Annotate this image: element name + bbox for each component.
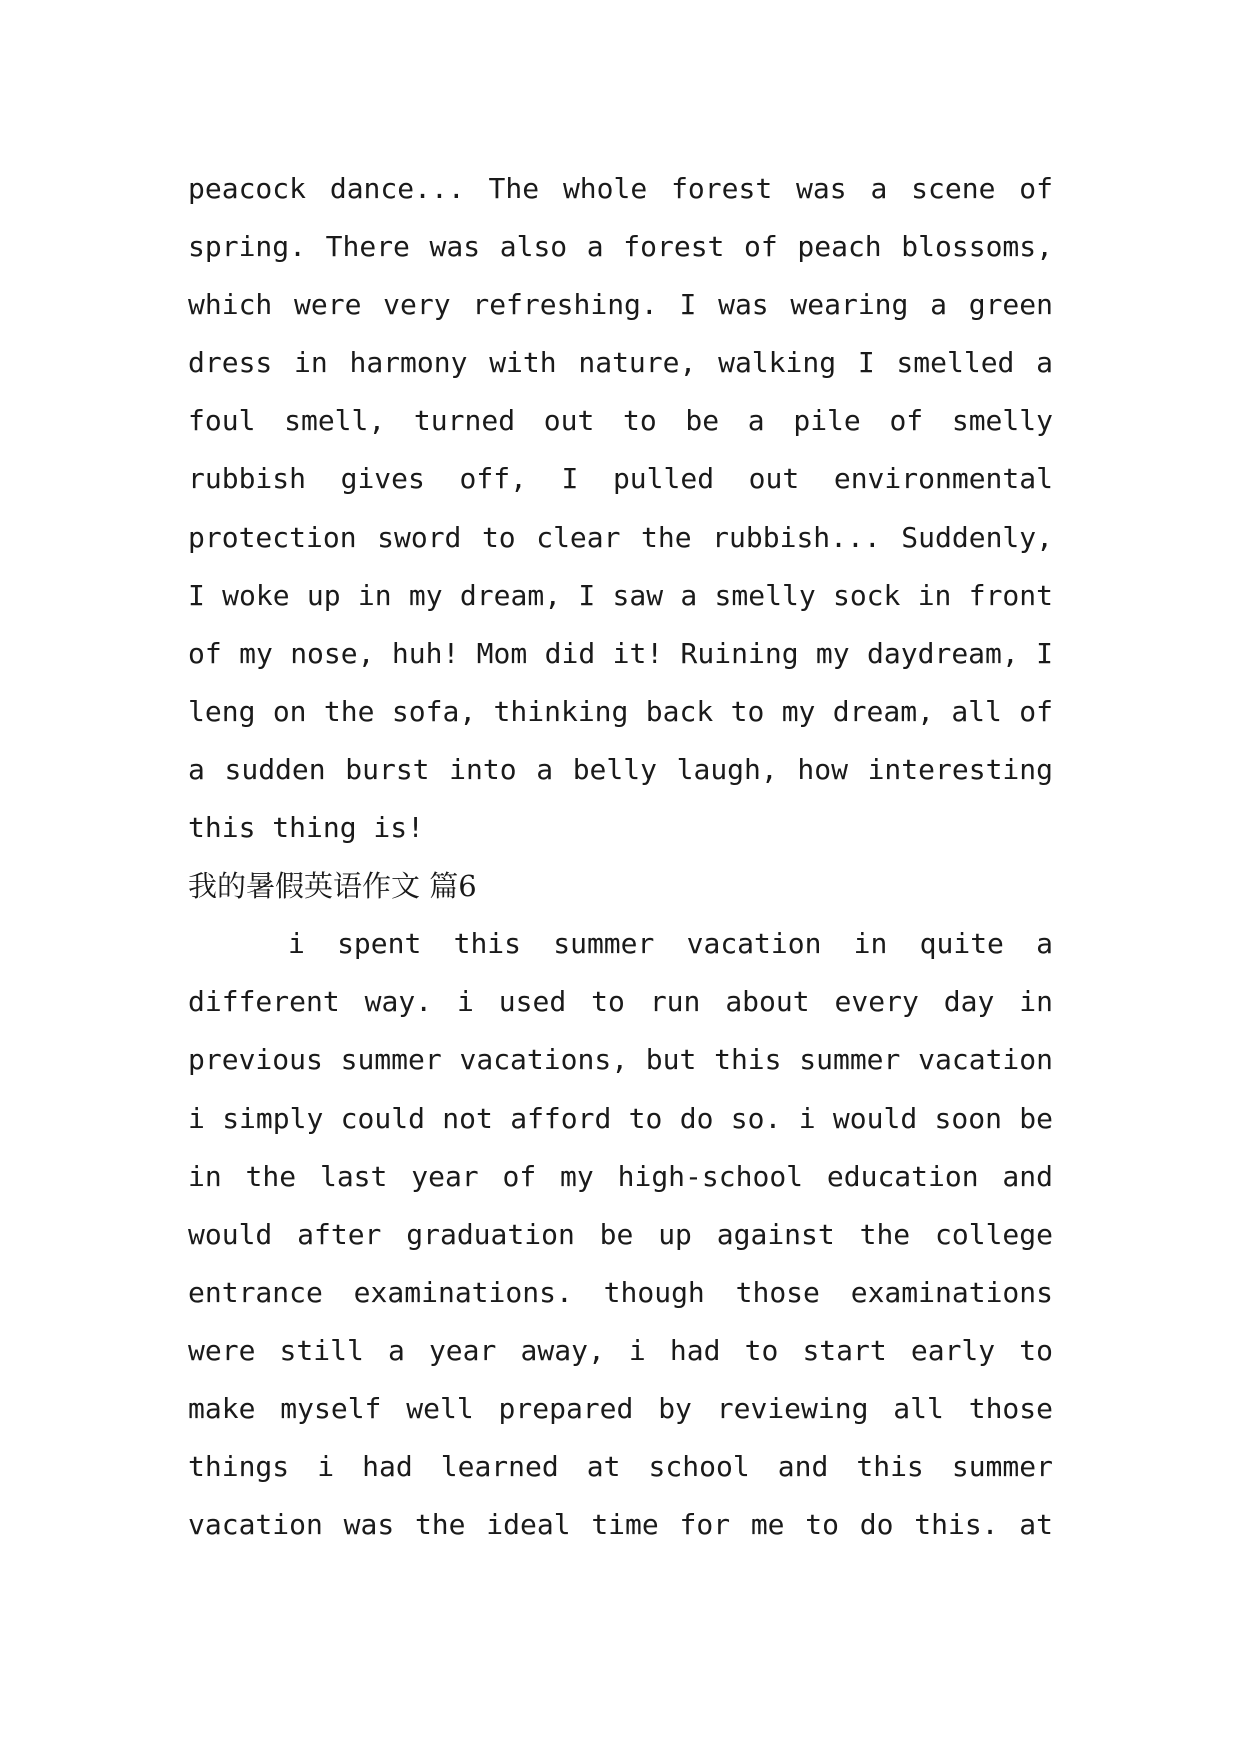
paragraph-2-line: in the last year of my high-school education and [188, 1159, 1053, 1193]
paragraph-1-line: leng on the sofa, thinking back to my dream, all of [188, 694, 1053, 728]
paragraph-2-line: were still a year away, i had to start early to [188, 1333, 1053, 1367]
paragraph-1-line: of my nose, huh! Mom did it! Ruining my daydream, I [188, 636, 1053, 670]
paragraph-2-first-line: i spent this summer vacation in quite a [288, 927, 1053, 961]
paragraph-1-line: I woke up in my dream, I saw a smelly sock in front [188, 578, 1053, 612]
paragraph-1-line: spring. There was also a forest of peach blossoms, [188, 230, 1053, 264]
paragraph-1-line: a sudden burst into a belly laugh, how interesting [188, 752, 1053, 786]
paragraph-2-line: previous summer vacations, but this summer vacation [188, 1043, 1053, 1077]
paragraph-1-line: rubbish gives off, I pulled out environmental [188, 462, 1053, 496]
paragraph-2-line: different way. i used to run about every day in [188, 985, 1053, 1019]
paragraph-2-line: vacation was the ideal time for me to do this. at [188, 1508, 1053, 1542]
paragraph-1-line: dress in harmony with nature, walking I smelled a [188, 346, 1053, 380]
section-heading: 我的暑假英语作文 篇6 [188, 869, 477, 904]
paragraph-2-line: entrance examinations. though those examinations [188, 1275, 1053, 1309]
paragraph-1-line: peacock dance... The whole forest was a scene of [188, 172, 1053, 205]
paragraph-2-line: make myself well prepared by reviewing all those [188, 1391, 1053, 1425]
paragraph-2-line: i simply could not afford to do so. i would soon be [188, 1101, 1053, 1135]
paragraph-1-line: foul smell, turned out to be a pile of smelly [188, 404, 1053, 438]
paragraph-1-last-line: this thing is! [188, 811, 425, 845]
paragraph-1-line: protection sword to clear the rubbish... Suddenly, [188, 520, 1053, 554]
text-column [188, 160, 1053, 1554]
paragraph-2-line: things i had learned at school and this summer [188, 1450, 1053, 1484]
paragraph-2-line: would after graduation be up against the college [188, 1217, 1053, 1251]
paragraph-1-line: which were very refreshing. I was wearing a green [188, 288, 1053, 322]
